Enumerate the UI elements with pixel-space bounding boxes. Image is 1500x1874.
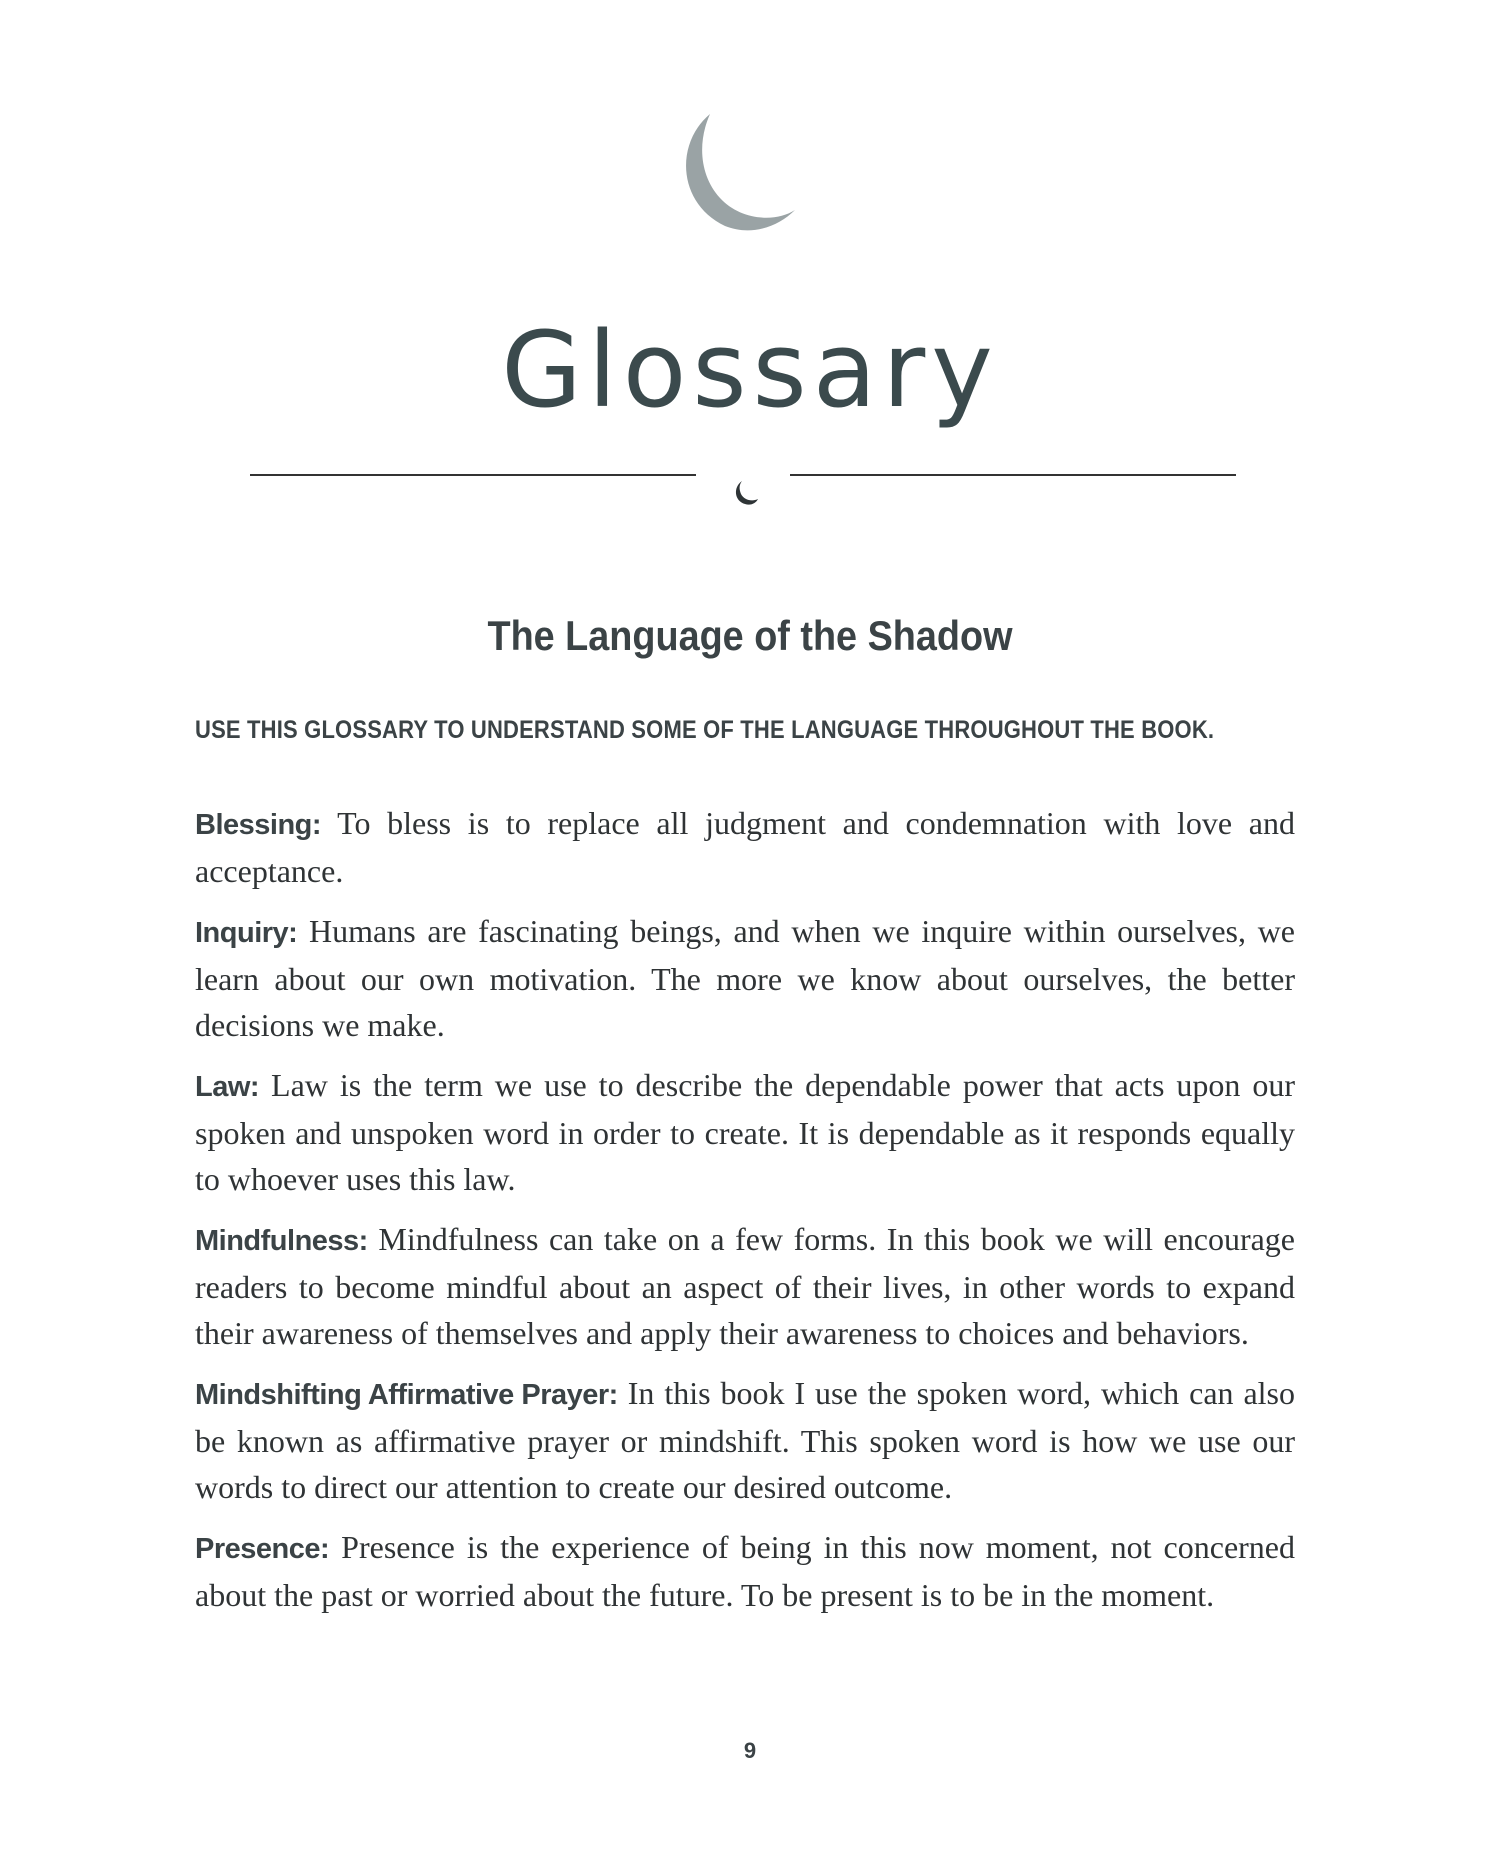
glossary-definition: To bless is to replace all judgment and condemnation with love and acceptance. xyxy=(195,805,1296,889)
crescent-moon-icon xyxy=(665,108,805,238)
glossary-term: Presence: xyxy=(195,1533,330,1565)
glossary-entry xyxy=(195,908,1295,1048)
section-subtitle: The Language of the Shadow xyxy=(487,612,1013,659)
glossary-entry xyxy=(195,1216,1295,1356)
crescent-moon-icon xyxy=(730,479,760,507)
glossary-term: Inquiry: xyxy=(195,917,298,949)
page-title: Glossary xyxy=(501,309,999,431)
glossary-entry xyxy=(195,1062,1295,1202)
glossary-definition: Humans are fascinating beings, and when we inquire within ourselves, we learn about our own motivation. The more we know about ourselves, the better decisions we make. xyxy=(195,913,1296,1043)
glossary-term: Law: xyxy=(195,1071,260,1103)
glossary-entry xyxy=(195,1370,1295,1510)
glossary-term: Mindshifting Affirmative Prayer: xyxy=(195,1379,618,1411)
glossary-definition: In this book I use the spoken word, which can also be known as affirmative prayer or mindshift. This spoken word is how we use our words to direct our attention to create our desired outcome. xyxy=(195,1375,1296,1505)
glossary-definition: Law is the term we use to describe the dependable power that acts upon our spoken and unspoken word in order to create. It is dependable as it responds equally to whoever uses this law. xyxy=(195,1067,1296,1197)
divider-line-left xyxy=(250,474,696,476)
divider-line-right xyxy=(790,474,1236,476)
glossary-entry xyxy=(195,1524,1295,1618)
glossary-term: Blessing: xyxy=(195,809,322,841)
page-number: 9 xyxy=(743,1738,757,1763)
glossary-definition: Mindfulness can take on a few forms. In this book we will encourage readers to become mindful about an aspect of their lives, in other words to expand their awareness of themselves and apply their awareness to choices and behaviors. xyxy=(195,1221,1296,1351)
glossary-definition: Presence is the experience of being in this now moment, not concerned about the past or worried about the future. To be present is to be in the moment. xyxy=(195,1529,1296,1613)
glossary-term: Mindfulness: xyxy=(195,1225,368,1257)
glossary-list xyxy=(195,800,1295,1632)
glossary-instruction: USE THIS GLOSSARY TO UNDERSTAND SOME OF THE LANGUAGE THROUGHOUT THE BOOK. xyxy=(195,716,1215,744)
glossary-entry xyxy=(195,800,1295,894)
